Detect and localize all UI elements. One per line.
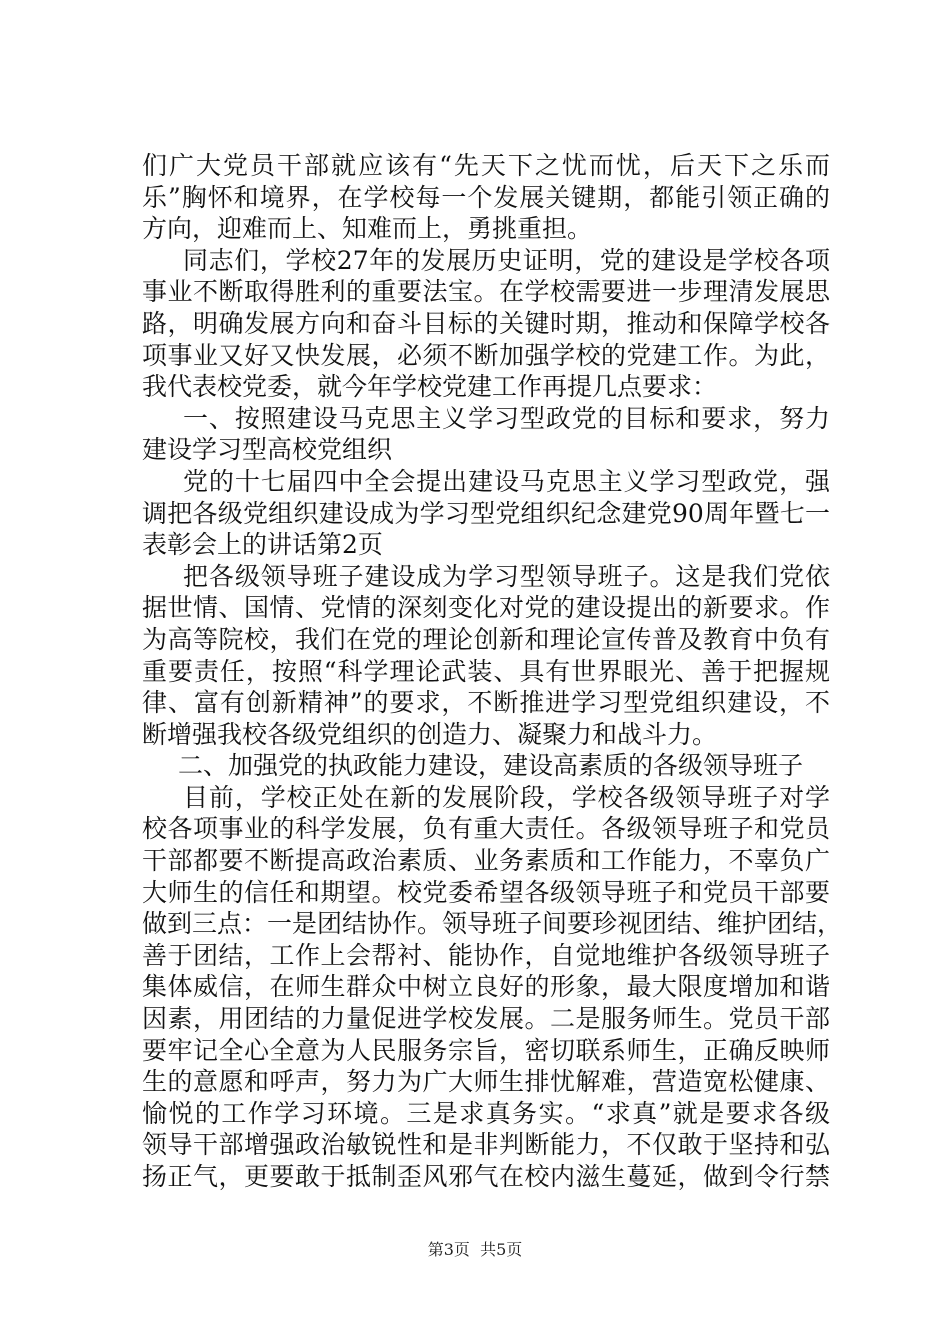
text-line: 律、富有创新精神”的要求，不断推进学习型党组织建设，不	[142, 688, 830, 718]
text-line: 调把各级党组织建设成为学习型党组织纪念建党90周年暨七一	[142, 498, 830, 528]
text-line: 项事业又好又快发展，必须不断加强学校的党建工作。为此，	[142, 340, 830, 370]
text-line: 大师生的信任和期望。校党委希望各级领导班子和党员干部要	[142, 877, 830, 907]
text-line: 同志们，学校27年的发展历史证明，党的建设是学校各项	[183, 245, 830, 275]
text-line: 生的意愿和呼声，努力为广大师生排忧解难，营造宽松健康、	[142, 1067, 830, 1097]
text-line: 目前，学校正处在新的发展阶段，学校各级领导班子对学	[183, 782, 830, 812]
text-line: 据世情、国情、党情的深刻变化对党的建设提出的新要求。作	[142, 593, 830, 623]
text-line: 表彰会上的讲话第2页	[142, 530, 383, 560]
text-line: 把各级领导班子建设成为学习型领导班子。这是我们党依	[183, 561, 830, 591]
text-line: 断增强我校各级党组织的创造力、凝聚力和战斗力。	[142, 719, 718, 749]
text-line: 方向，迎难而上、知难而上，勇挑重担。	[142, 214, 593, 244]
text-line: 集体威信，在师生群众中树立良好的形象，最大限度增加和谐	[142, 972, 830, 1002]
text-line: 们广大党员干部就应该有“先天下之忧而忧，后天下之乐而	[142, 151, 830, 180]
text-line: 一、按照建设马克思主义学习型政党的目标和要求，努力	[183, 403, 830, 433]
text-line: 建设学习型高校党组织	[142, 435, 393, 465]
text-line: 做到三点：一是团结协作。领导班子间要珍视团结、维护团结，	[142, 909, 843, 939]
text-line: 校各项事业的科学发展，负有重大责任。各级领导班子和党员	[142, 814, 830, 844]
text-line: 党的十七届四中全会提出建设马克思主义学习型政党，强	[183, 466, 830, 496]
page-number-label: 第3页 共5页	[427, 1240, 523, 1259]
text-line: 二、加强党的执政能力建设，建设高素质的各级领导班子	[178, 751, 804, 781]
text-line: 重要责任，按照“科学理论武装、具有世界眼光、善于把握规	[142, 656, 830, 686]
text-line: 我代表校党委，就今年学校党建工作再提几点要求：	[142, 372, 718, 402]
text-line: 善于团结，工作上会帮衬、能协作，自觉地维护各级领导班子	[142, 940, 830, 970]
page-footer	[0, 1240, 950, 1260]
document-body	[142, 150, 843, 1193]
text-line: 乐”胸怀和境界，在学校每一个发展关键期，都能引领正确的	[142, 182, 830, 212]
text-line: 事业不断取得胜利的重要法宝。在学校需要进一步理清发展思	[142, 277, 830, 307]
text-line: 为高等院校，我们在党的理论创新和理论宣传普及教育中负有	[142, 624, 830, 654]
text-line: 愉悦的工作学习环境。三是求真务实。“求真”就是要求各级	[142, 1098, 830, 1128]
text-line: 干部都要不断提高政治素质、业务素质和工作能力，不辜负广	[142, 846, 830, 876]
text-line: 扬正气，更要敢于抵制歪风邪气在校内滋生蔓延，做到令行禁	[142, 1162, 830, 1191]
text-line: 路，明确发展方向和奋斗目标的关键时期，推动和保障学校各	[142, 308, 830, 338]
text-line: 要牢记全心全意为人民服务宗旨，密切联系师生，正确反映师	[142, 1035, 830, 1065]
text-line: 领导干部增强政治敏锐性和是非判断能力，不仅敢于坚持和弘	[142, 1130, 830, 1160]
text-line: 因素，用团结的力量促进学校发展。二是服务师生。党员干部	[142, 1004, 830, 1034]
